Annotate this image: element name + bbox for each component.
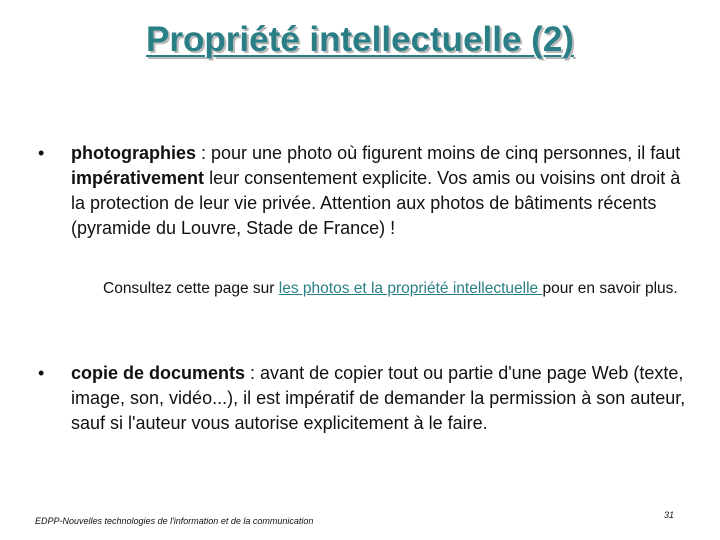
- photos-ip-link[interactable]: les photos et la propriété intellectuelle: [278, 280, 543, 297]
- bullet-body: : avant de copier tout ou partie d'une page Web (texte, image, son, vidéo...), il est impératif de demander la permission à son auteur, sauf si l'auteur vous autorise explicitement à le faire.: [71, 363, 686, 433]
- bullet-term: photographies: [71, 143, 196, 163]
- bullet-body: : pour une photo où figurent moins de cinq personnes, il faut: [196, 143, 681, 163]
- bullet-dot: •: [38, 143, 45, 163]
- page-number: 31: [664, 510, 675, 520]
- footer-text: EDPP-Nouvelles technologies de l'information et de la communication: [35, 516, 314, 526]
- sub-note-before: Consultez cette page sur: [103, 280, 279, 297]
- bullet-emphasis: impérativement: [71, 168, 205, 188]
- bullet-photographies: [38, 141, 688, 241]
- slide-title: Propriété intellectuelle (2): [146, 20, 574, 59]
- bullet-body-2: leur consentement explicite. Vos amis ou voisins ont droit à la protection de leur vie privée. Attention aux photos de bâtiments récents (pyramide du Louvre, Stade de France) !: [71, 168, 681, 238]
- bullet-copie-documents: [38, 361, 688, 436]
- sub-note-after: pour en savoir plus.: [542, 280, 678, 297]
- bullet-text: [71, 361, 688, 436]
- bullet-dot: •: [38, 363, 45, 383]
- bullet-text: [71, 141, 688, 241]
- sub-note: [103, 277, 683, 301]
- bullet-term: copie de documents: [71, 363, 246, 383]
